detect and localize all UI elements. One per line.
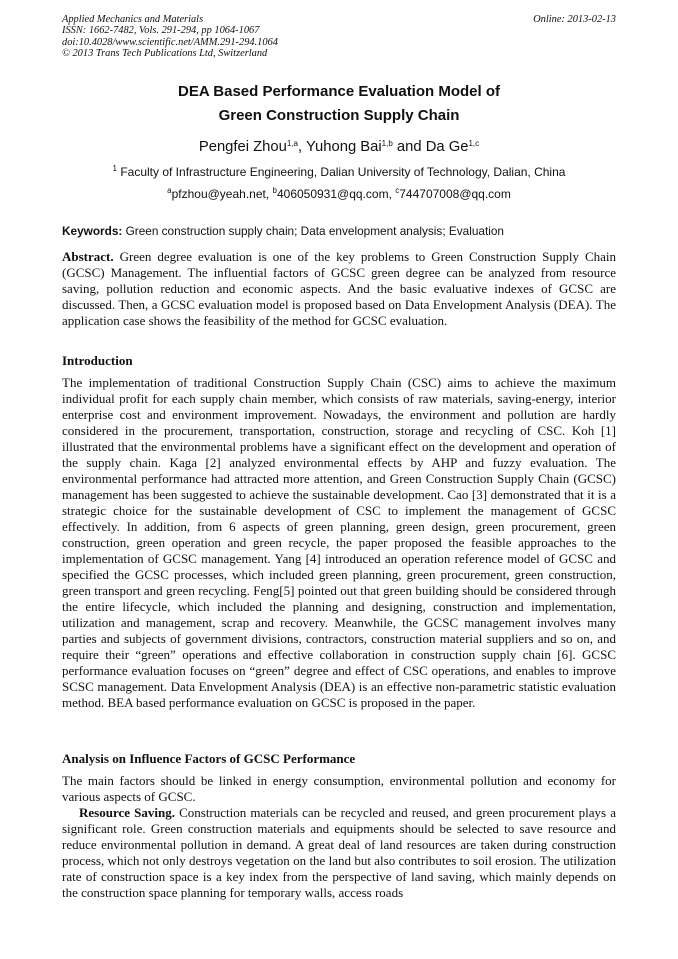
paper-title xyxy=(62,80,616,128)
email-superscript: c xyxy=(395,186,400,195)
author-name: Pengfei Zhou xyxy=(198,139,287,155)
email-address: 406050931@qq.com xyxy=(276,187,389,201)
email-superscript: a xyxy=(167,186,172,195)
author-name: Da Ge xyxy=(425,139,469,155)
introduction-heading: Introduction xyxy=(62,353,133,368)
introduction-section xyxy=(62,353,616,711)
journal-header xyxy=(62,14,616,60)
email-separator: , xyxy=(265,187,273,201)
doi-line: doi:10.4028/www.scientific.net/AMM.291-294.1064 xyxy=(62,36,278,48)
keywords-label: Keywords: xyxy=(62,224,123,238)
abstract xyxy=(62,249,616,329)
keywords xyxy=(62,224,616,239)
email-address: pfzhou@yeah.net xyxy=(171,187,266,201)
analysis-heading: Analysis on Influence Factors of GCSC Performance xyxy=(62,751,356,766)
analysis-paragraph-2 xyxy=(62,805,616,901)
affiliation xyxy=(62,164,616,180)
abstract-label: Abstract. xyxy=(62,249,114,264)
online-date: Online: 2013-02-13 xyxy=(533,14,616,25)
keywords-text: Green construction supply chain; Data envelopment analysis; Evaluation xyxy=(125,224,504,238)
analysis-section xyxy=(62,751,616,901)
author-superscript: 1,c xyxy=(468,139,480,148)
affiliation-superscript: 1 xyxy=(112,164,117,173)
affiliation-text: Faculty of Infrastructure Engineering, Dalian University of Technology, Dalian, China xyxy=(120,165,566,179)
issn-line: ISSN: 1662-7482, Vols. 291-294, pp 1064-1067 xyxy=(62,25,260,37)
resource-saving-text: Construction materials can be recycled and reused, and green procurement plays a significant role. Green construction materials and equipments should be selected to save resource and reduce environmental pollution in demand. A great deal of land resources are taken during construction process, which not only destroys vegetation on the land but also contributes to soil erosion. The utilization rate of construction space is a key index from the perspective of land saving, which mainly depends on the construction space planning for temporary walls, access roads xyxy=(62,805,616,900)
author-emails xyxy=(62,186,616,202)
analysis-paragraph-1: The main factors should be linked in energy consumption, environmental pollution and economy for various aspects of GCSC. xyxy=(62,773,616,804)
author-separator: , xyxy=(298,139,306,155)
copyright-line: © 2013 Trans Tech Publications Ltd, Switzerland xyxy=(62,48,268,60)
journal-name: Applied Mechanics and Materials xyxy=(62,14,204,25)
email-superscript: b xyxy=(272,186,277,195)
resource-saving-label: Resource Saving. xyxy=(79,805,175,820)
abstract-paragraph xyxy=(62,249,616,329)
author-name: Yuhong Bai xyxy=(305,139,382,155)
title-line-1: DEA Based Performance Evaluation Model of xyxy=(177,83,501,100)
email-address: 744707008@qq.com xyxy=(399,187,511,201)
author-separator: and xyxy=(392,139,426,155)
author-superscript: 1,b xyxy=(381,139,393,148)
title-line-2: Green Construction Supply Chain xyxy=(218,107,460,124)
email-separator: , xyxy=(388,187,396,201)
author-list xyxy=(62,137,616,157)
abstract-text: Green degree evaluation is one of the key problems to Green Construction Supply Chain (GCSC) Management. The influential factors of GCSC green degree can be analyzed from resource saving, pollution reduction and economic aspects. And the basic evaluative indexes of GCSC are discussed. Then, a GCSC evaluation model is proposed based on Data Envelopment Analysis (DEA). The application case shows the feasibility of the method for GCSC evaluation. xyxy=(62,249,617,328)
author-superscript: 1,a xyxy=(286,139,298,148)
introduction-paragraph: The implementation of traditional Construction Supply Chain (CSC) aims to achieve the maximum individual profit for each supply chain member, which consists of raw materials, saving-energy, interior enterprise cost and environment improvement. Nowadays, the environment and pollution are hardly considered in the procurement, transportation, construction, storage and recycling of CSC. Koh [1] illustrated that the environmental problems have a significant effect on the development and operation of the supply chain. Kaga [2] analyzed environmental effects by AHP and fuzzy evaluation. The environmental performance had attracted more attention, and Green Construction Supply Chain (GCSC) management has been suggested to achieve the sustainable development. Cao [3] demonstrated that it is a strategic choice for the sustainable development of CSC to implement the management of GCSC effectively. In addition, from 6 aspects of green planning, green design, green procurement, green construction, green operation and green recycle, the paper proposed the feasible approaches to the implementation of GCSC management. Yang [4] introduced an operation reference model of GCSC and specified the GCSC processes, which included green planning, green procurement, green construction, green transport and green recycling. Feng[5] pointed out that green building should be considered through the entire lifecycle, which included the planning and designing, construction and implementation, utilization and management, scrap and recovery. Meanwhile, the GCSC management involves many parties and subjects of government divisions, contractors, construction material suppliers and so on, and require their “green” operations and effective collaboration in construction supply chain [6]. GCSC performance evaluation focuses on “green” degree and effect of CSC operations, and enables to improve SCSC management. Data Envelopment Analysis (DEA) is an effective non-parametric statistic evaluation method. BEA based performance evaluation on GCSC is proposed in the paper. xyxy=(62,375,616,710)
